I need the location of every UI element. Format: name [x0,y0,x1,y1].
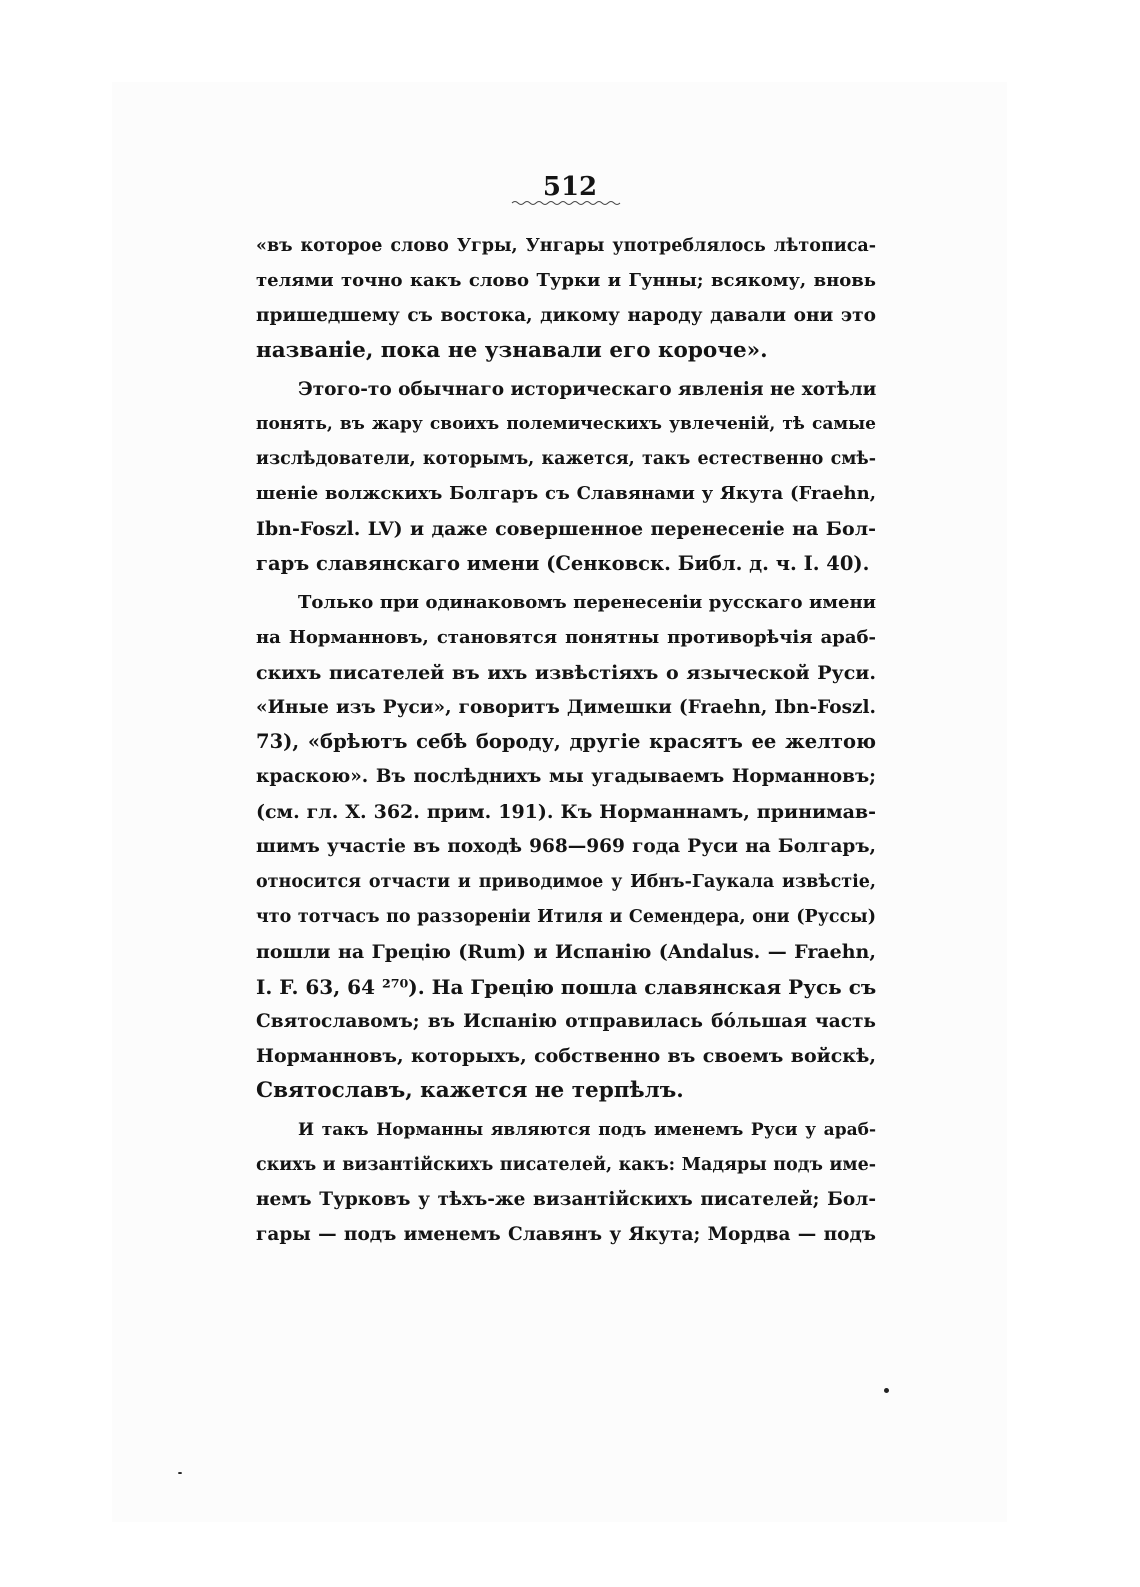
text-line: что тотчасъ по раззореніи Итиля и Семендера, они (Руссы) [256,906,876,927]
text-line: телями точно какъ слово Турки и Гунны; всякому, вновь [256,269,876,291]
paragraph-1 [256,229,876,369]
text-line: И такъ Норманны являются подъ именемъ Руси у араб- [298,1120,876,1141]
text-line: «Иные изъ Руси», говоритъ Димешки (Fraehn, Ibn-Foszl. [256,696,876,718]
text-line: «въ которое слово Угры, Унгары употреблялось лѣтописа- [256,236,876,256]
text-line: 73), «брѣютъ себѣ бороду, другіе красятъ ее желтою [256,730,876,754]
text-line: (см. гл. X. 362. прим. 191). Къ Норманнамъ, принимав- [256,801,876,824]
body-text [256,229,876,1253]
text-line: I. F. 63, 64 ²⁷⁰). На Грецію пошла славянская Русь съ [256,974,877,999]
text-line: Святославъ, кажется не терпѣлъ. [256,1078,684,1104]
text-line: немъ Турковъ у тѣхъ-же византійскихъ писателей; Бол- [256,1189,876,1211]
text-line: скихъ писателей въ ихъ извѣстіяхъ о языческой Руси. [256,661,876,684]
paragraph-3 [256,586,876,1109]
text-line: относится отчасти и приводимое у Ибнъ-Гаукала извѣстіе, [256,872,876,893]
text-line: Только при одинаковомъ перенесеніи русскаго имени [298,591,876,613]
text-line: изслѣдователи, которымъ, кажется, такъ естественно смѣ- [256,449,876,470]
text-line: шеніе волжскихъ Болгаръ съ Славянами у Якута (Fraehn, [256,483,876,505]
text-line: понять, въ жару своихъ полемическихъ увлеченій, тѣ самые [256,414,876,435]
paragraph-2 [256,373,876,582]
text-line: Ibn-Foszl. LV) и даже совершенное перенесеніе на Бол- [256,518,876,541]
text-line: пошли на Грецію (Rum) и Испанію (Andalus. — Fraehn, [256,940,876,963]
page-number: 512 [542,172,598,202]
ink-speck [884,1388,889,1393]
text-line: пришедшему съ востока, дикому народу давали они это [256,304,876,326]
text-line: гары — подъ именемъ Славянъ у Якута; Мордва — подъ [256,1223,876,1245]
ornament-divider [510,197,622,209]
text-line: скихъ и византійскихъ писателей, какъ: Мадяры подъ име- [256,1155,876,1176]
text-line: Этого-то обычнаго историческаго явленія не хотѣли [298,378,877,400]
text-line: Святославомъ; въ Испанію отправилась бóльшая часть [256,1010,876,1032]
text-line: шимъ участіе въ походѣ 968—969 года Руси на Болгаръ, [256,836,876,858]
text-line: гаръ славянскаго имени (Сенковск. Библ. д. ч. I. 40). [256,552,870,576]
text-line: на Норманновъ, становятся понятны противорѣчія араб- [256,626,876,648]
text-line: Норманновъ, которыхъ, собственно въ своемъ войскѣ, [256,1045,876,1068]
text-line: краскою». Въ послѣднихъ мы угадываемъ Норманновъ; [256,766,876,788]
paragraph-4 [256,1113,876,1253]
ink-speck [178,1472,182,1474]
text-line: названіе, пока не узнавали его короче». [256,337,768,363]
